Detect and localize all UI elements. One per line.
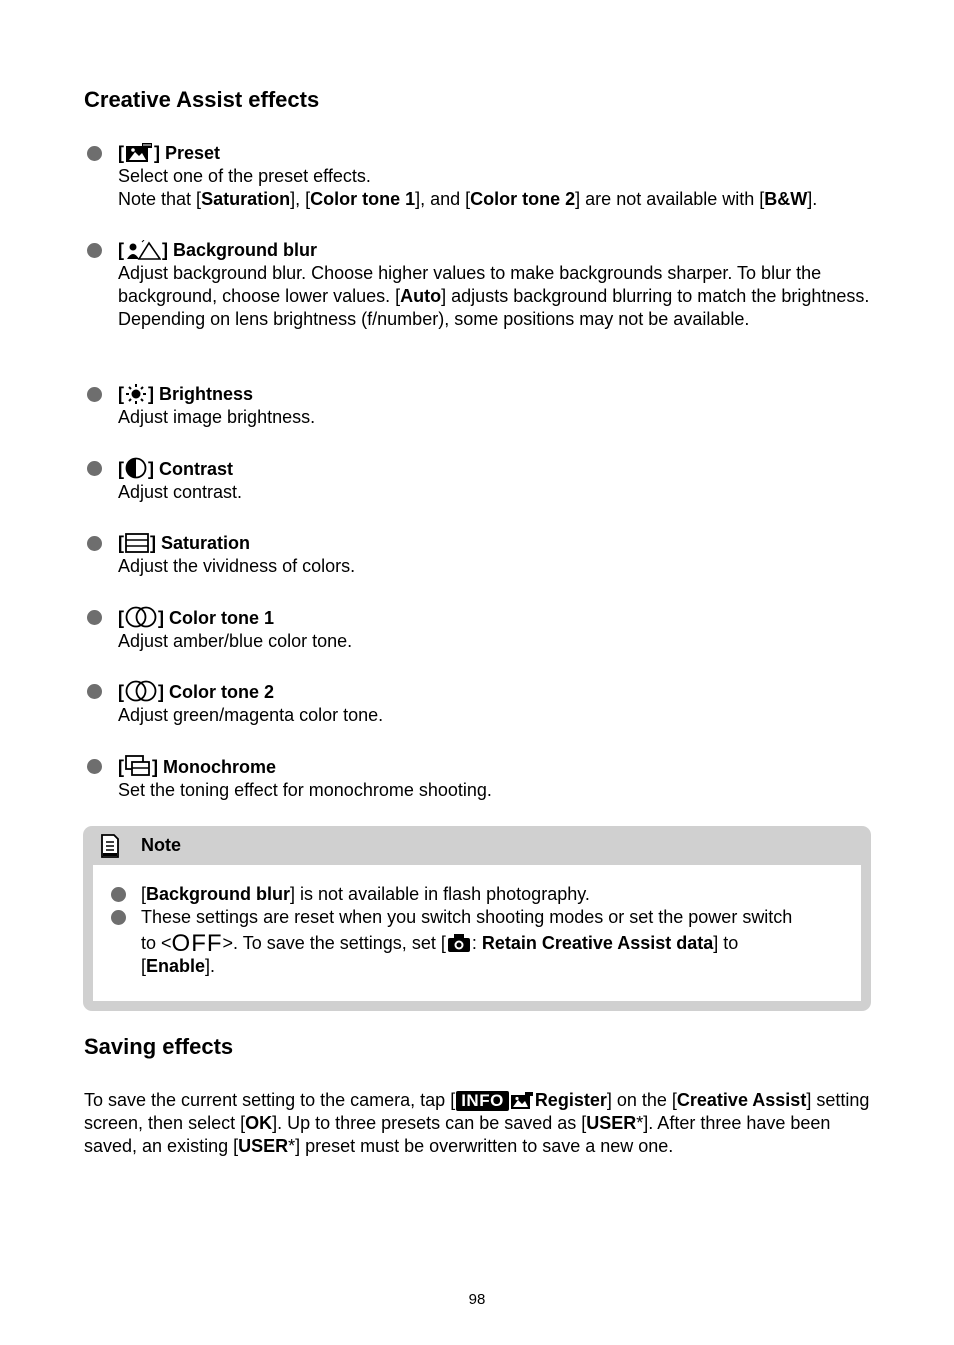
- list-item-color-tone-1: [84, 606, 884, 653]
- preset-availability-note: Note that [Saturation], [Color tone 1], and [Color tone 2] are not available with [B&W].: [118, 189, 818, 209]
- item-description: Adjust contrast.: [118, 482, 243, 502]
- section-title-saving-effects: Saving effects: [84, 1034, 234, 1059]
- note-content: [93, 865, 861, 1001]
- bullet-icon: [87, 461, 102, 476]
- contrast-icon: [125, 457, 147, 479]
- item-description: Set the toning effect for monochrome shooting.: [118, 780, 492, 800]
- bullet-icon: [111, 910, 126, 925]
- item-heading: [ ] Contrast: [118, 459, 234, 479]
- page-number: 98: [468, 1291, 486, 1308]
- item-heading: [ ] Background blur: [118, 240, 318, 260]
- bullet-icon: [87, 759, 102, 774]
- item-description: Adjust the vividness of colors.: [118, 556, 356, 576]
- note-item-2: These settings are reset when you switch shooting modes or set the power switch to <OFF>. To save the settings, set [ : Retain Creative Assist data] to [Enable].: [107, 906, 847, 978]
- preset-icon: [125, 143, 153, 163]
- list-item-background-blur: [84, 239, 884, 331]
- list-item-preset: [84, 142, 884, 211]
- note-item-1: [Background blur] is not available in flash photography.: [107, 883, 847, 906]
- item-description: Select one of the preset effects. Note that [Saturation], [Color tone 1], and [Color tone 2] are not available with [B&W].: [118, 165, 884, 211]
- item-heading: [ ] Brightness: [118, 384, 254, 404]
- brightness-icon: [125, 384, 147, 404]
- note-box: [83, 826, 871, 1011]
- list-item-monochrome: [84, 755, 884, 802]
- color-tone-icon: [125, 606, 157, 628]
- item-description: Adjust image brightness.: [118, 407, 316, 427]
- info-button-icon: INFO: [456, 1091, 509, 1111]
- color-tone-icon: [125, 680, 157, 702]
- background-blur-icon: [125, 240, 161, 260]
- note-title: Note: [141, 835, 181, 855]
- item-heading: [ ] Monochrome: [118, 757, 277, 777]
- item-heading: [ ] Saturation: [118, 533, 251, 553]
- list-item-color-tone-2: [84, 680, 884, 727]
- item-description: Adjust green/magenta color tone.: [118, 705, 384, 725]
- off-position-glyph: OFF: [171, 930, 223, 957]
- note-header: [83, 826, 871, 865]
- bullet-icon: [87, 536, 102, 551]
- item-description: Adjust background blur. Choose higher values to make backgrounds sharper. To blur the background, choose lower values. [Auto] adjusts background blurring to match the brightness. Depending on lens brightness (f/number), some positions may not be available.: [118, 263, 870, 329]
- section-title-creative-assist: Creative Assist effects: [84, 87, 320, 112]
- list-item-contrast: [84, 457, 884, 504]
- preset-icon: [510, 1092, 534, 1110]
- list-item-brightness: [84, 383, 884, 429]
- bullet-icon: [87, 243, 102, 258]
- saturation-icon: [125, 533, 149, 553]
- bullet-icon: [87, 146, 102, 161]
- item-heading: [ ] Color tone 1: [118, 608, 275, 628]
- item-description: Adjust amber/blue color tone.: [118, 631, 353, 651]
- item-heading: [ ] Color tone 2: [118, 682, 275, 702]
- note-icon: [100, 834, 120, 858]
- bullet-icon: [87, 684, 102, 699]
- list-item-saturation: [84, 532, 884, 578]
- bullet-icon: [111, 887, 126, 902]
- bullet-icon: [87, 387, 102, 402]
- item-heading: [ ] Preset: [118, 143, 221, 163]
- bullet-icon: [87, 610, 102, 625]
- camera-icon: [447, 933, 471, 953]
- monochrome-icon: [125, 755, 151, 777]
- saving-effects-paragraph: To save the current setting to the camera, tap [ INFO Register] on the [Creative Assist] setting screen, then select [OK]. Up to three presets can be saved as [USER*]. After three have been saved, an existing [USER*] preset must be overwritten to save a new one.: [84, 1090, 870, 1156]
